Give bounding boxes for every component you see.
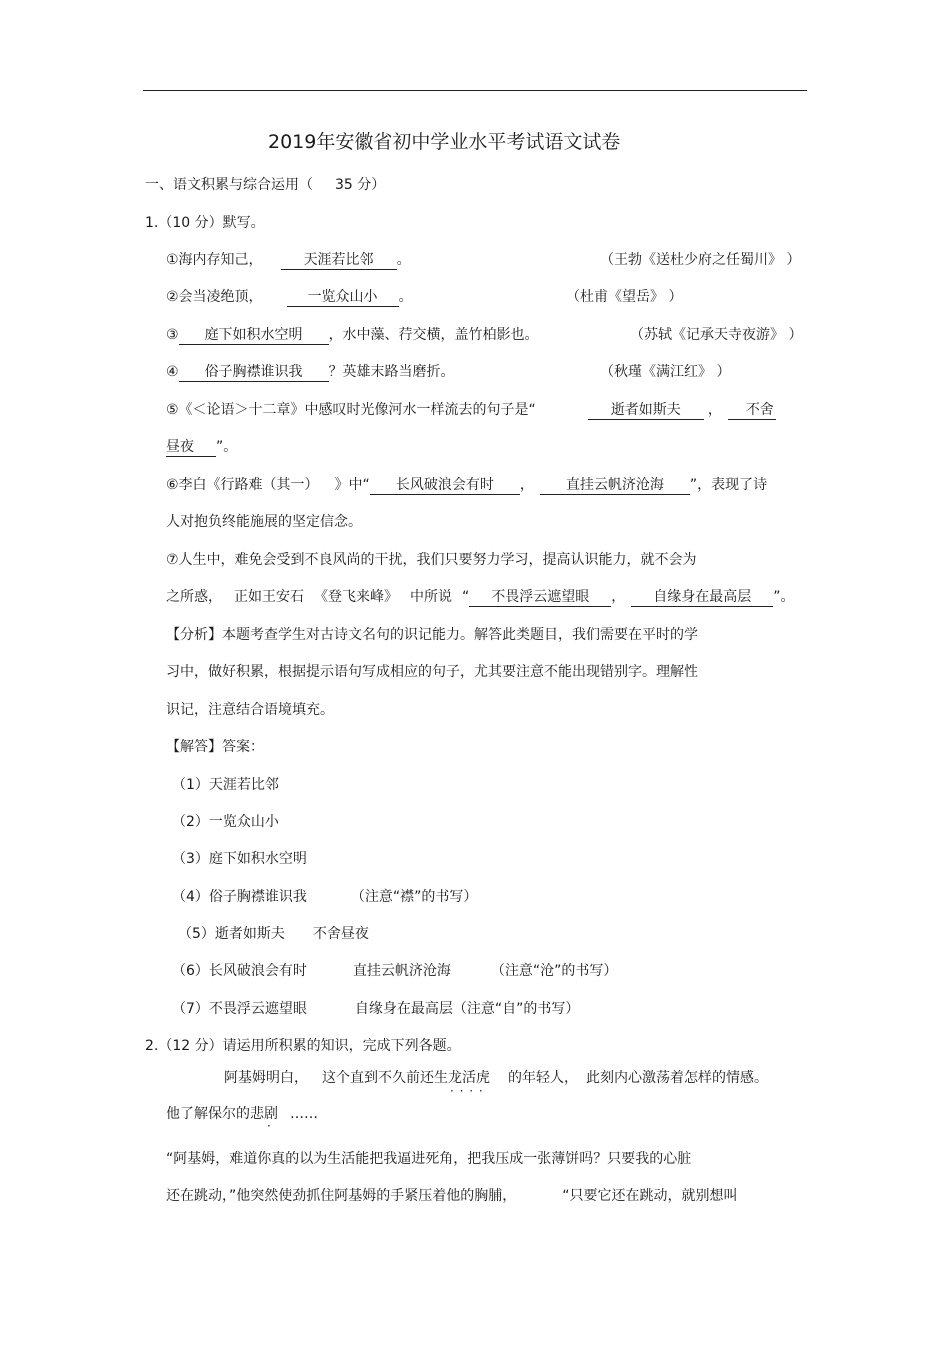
q1-item-4-rest: ？英雄末路当磨折。 [328, 364, 455, 380]
passage-line-1 [224, 1069, 768, 1087]
q1-item-4-source: （秋瑾《满江红》 ） [600, 364, 731, 380]
answer-6-note: （注意“沧”的书写） [490, 963, 618, 979]
q1-item-2-prompt: ②会当凌绝顶， [166, 289, 263, 305]
section-heading [145, 176, 385, 194]
q1-item-6-end: ”，表现了诗 [689, 477, 768, 493]
q1-item-5-line-1 [166, 401, 776, 420]
answer-4-note: （注意“襟”的书写） [350, 889, 478, 905]
q1-item-5-answer-1: 逝者如斯夫 [588, 402, 704, 420]
passage-line-1-b: 这个直到不久前还生 [322, 1070, 448, 1086]
answer-3: （3）庭下如积水空明 [172, 851, 307, 867]
header-rule [143, 90, 807, 91]
q1-item-7-answer-1: 不畏浮云遮望眼 [469, 589, 611, 607]
q1-item-1 [166, 251, 411, 270]
answer-5-text: （5）逝者如斯夫 [178, 926, 285, 942]
q1-item-1-answer: 天涯若比邻 [281, 252, 397, 270]
q1-item-6-prompt: ⑥李白《行路难（其一） [166, 477, 319, 493]
passage-line-2 [166, 1105, 318, 1123]
q1-item-6-prompt-2: 》中“ [334, 477, 370, 493]
q1-item-7-prompt: 之所惑， [166, 589, 222, 605]
q1-item-6-comma: ， [519, 477, 534, 493]
q1-item-5-answer-2a: 不舍 [728, 402, 776, 420]
answer-7-text: （7）不畏浮云遮望眼 [172, 1001, 307, 1017]
q1-item-7-answer-2: 自缘身在最高层 [631, 589, 773, 607]
q1-item-5-end: ”。 [216, 439, 238, 455]
q1-item-1-prompt: ①海内存知己， [166, 252, 263, 268]
q1-item-1-end: 。 [396, 252, 411, 268]
q1-item-4-answer: 俗子胸襟谁识我 [179, 364, 329, 382]
q1-item-5-prompt: ⑤《＜论语＞十二章》中感叹时光像河水一样流去的句子是“ [166, 402, 536, 418]
analysis-line-1: 【分析】本题考查学生对古诗文名句的识记能力。解答此类题目，我们需要在平时的学 [166, 627, 698, 643]
answer-4-text: （4）俗子胸襟谁识我 [172, 889, 307, 905]
passage-line-3: “阿基姆，难道你真的以为生活能把我逼进死角，把我压成一张薄饼吗？只要我的心脏 [166, 1151, 692, 1167]
passage-line-4-b: “只要它还在跳动，就别想叫 [562, 1188, 738, 1204]
q1-item-5-line-2 [166, 438, 237, 457]
emphasized-word-longhuohu: 龙活虎 · · · · [448, 1069, 490, 1087]
analysis-line-3: 识记，注意结合语境填充。 [166, 702, 334, 718]
q1-item-3-answer: 庭下如积水空明 [179, 327, 329, 345]
answer-5 [178, 925, 369, 943]
q1-item-7-line-2 [166, 588, 795, 607]
passage-line-4-a: 还在跳动，”他突然使劲抓住阿基姆的手紧压着他的胸脯， [166, 1188, 517, 1204]
q1-item-5-comma: ， [707, 402, 722, 418]
q1-item-2-source: （杜甫《望岳》 ） [566, 289, 683, 305]
q1-item-7-prompt-2: 正如王安石 [234, 589, 304, 605]
passage-line-2-a: 他了解保尔的悲 [166, 1106, 264, 1122]
q1-item-6-line-1 [166, 476, 767, 495]
answer-heading: 【解答】答案： [166, 739, 264, 755]
q1-item-2-end: 。 [398, 289, 413, 305]
answer-6-text-2: 直挂云帆济沧海 [352, 963, 451, 979]
answer-1: （1）天涯若比邻 [172, 777, 279, 793]
passage-line-4 [166, 1187, 738, 1205]
q1-item-7-comma: ， [611, 589, 626, 605]
q1-item-7-prompt-3: 《登飞来峰》 [314, 589, 398, 605]
q1-item-1-source: （王勃《送杜少府之任蜀川》 ） [600, 252, 801, 268]
q1-item-5-answer-2b: 昼夜 [166, 439, 216, 457]
passage-line-1-e: 此刻内心激荡着怎样的情感。 [586, 1070, 768, 1086]
answer-6 [172, 962, 617, 980]
passage-line-1-a: 阿基姆明白， [224, 1070, 308, 1086]
q1-item-3-number: ③ [166, 327, 179, 343]
q1-item-2 [166, 288, 413, 307]
q1-item-4 [166, 363, 455, 382]
q1-item-7-line-1: ⑦人生中，难免会受到不良风尚的干扰，我们只要努力学习，提高认识能力，就不会为 [166, 552, 697, 568]
answer-2: （2）一览众山小 [172, 814, 279, 830]
section-score: 35 分） [335, 177, 386, 193]
answer-5-text-2: 不舍昼夜 [312, 926, 369, 942]
emphasized-char-ju: 剧 [264, 1106, 278, 1122]
answer-6-text: （6）长风破浪会有时 [172, 963, 307, 979]
answer-7 [172, 1000, 579, 1018]
q1-item-7-open-quote: “ [462, 589, 470, 605]
q1-item-6-answer-2: 直挂云帆济沧海 [540, 477, 690, 495]
answer-7-text-2: 自缘身在最高层（注意“自”的书写） [354, 1001, 580, 1017]
q1-item-2-answer: 一览众山小 [287, 289, 399, 307]
q1-item-4-number: ④ [166, 364, 179, 380]
q1-item-6-line-2: 人对抱负终能施展的坚定信念。 [166, 514, 362, 530]
q1-item-7-end: ”。 [773, 589, 795, 605]
passage-line-1-d: 的年轻人， [508, 1070, 578, 1086]
q1-item-6-answer-1: 长风破浪会有时 [370, 477, 520, 495]
answer-4 [172, 888, 477, 906]
q1-item-7-prompt-4: 中所说 [410, 589, 452, 605]
page-title: 2019年安徽省初中学业水平考试语文试卷 [268, 131, 621, 153]
q1-item-3-source: （苏轼《记承天寺夜游》 ） [630, 327, 803, 343]
question-1-heading: 1.（10 分）默写。 [145, 215, 265, 231]
passage-line-2-ellipsis: …… [290, 1106, 318, 1122]
analysis-line-2: 习中，做好积累，根据提示语句写成相应的句子，尤其要注意不能出现错别字。理解性 [166, 664, 698, 680]
question-2-heading: 2.（12 分）请运用所积累的知识，完成下列各题。 [145, 1038, 461, 1054]
q1-item-3 [166, 326, 539, 345]
q1-item-3-rest: ，水中藻、荇交横，盖竹柏影也。 [328, 327, 539, 343]
section-heading-label: 一、语文积累与综合运用（ [145, 177, 313, 193]
